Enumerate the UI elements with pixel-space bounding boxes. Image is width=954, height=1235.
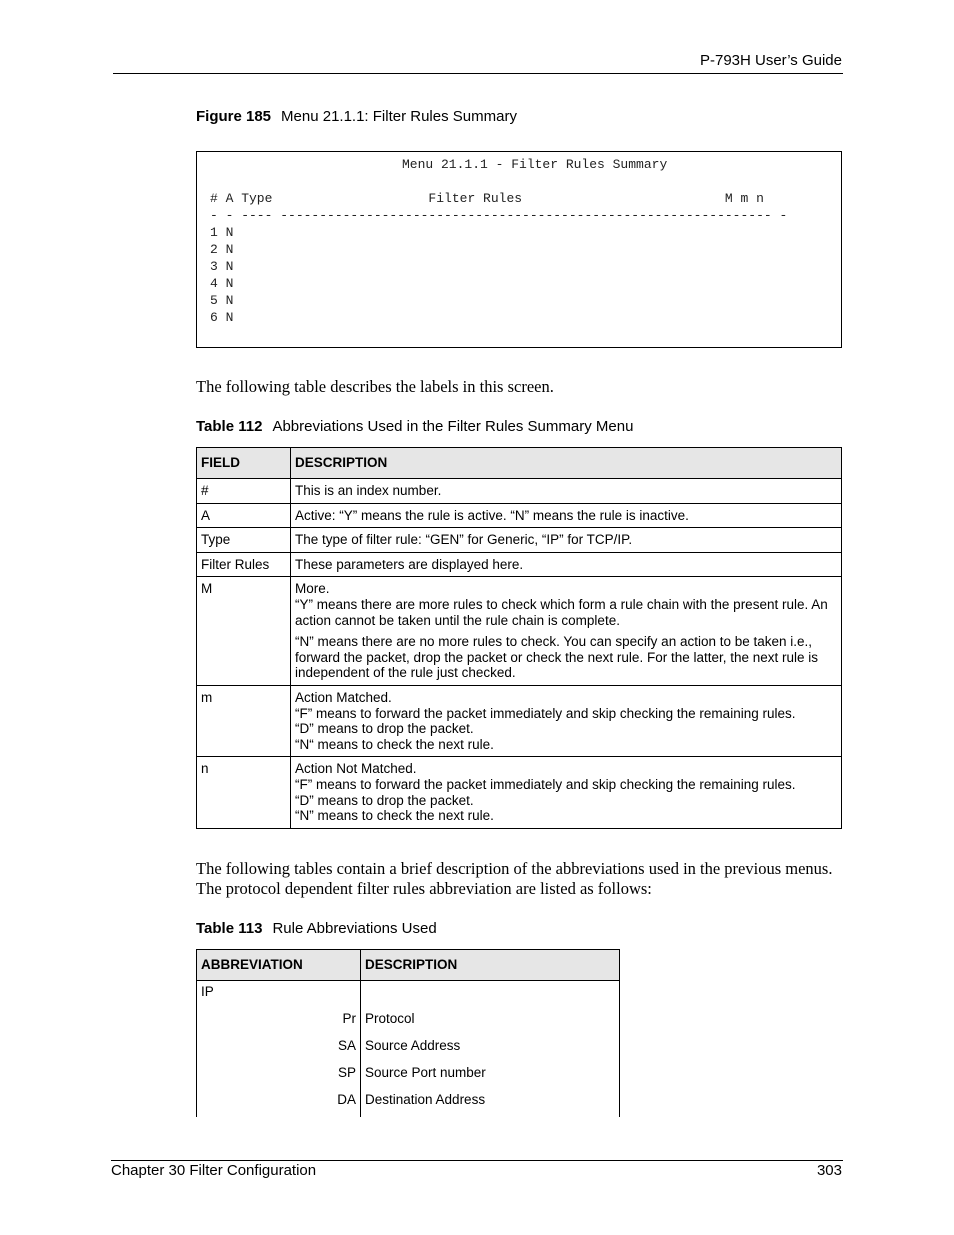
- abbreviations-paragraph: The following tables contain a brief description of the abbreviations used in the previous menus. The protocol dependent filter rules abbreviation are listed as follows:: [196, 859, 833, 898]
- table-112-header-description: DESCRIPTION: [291, 448, 842, 479]
- table-row: [197, 577, 842, 686]
- page-number: 303: [816, 1162, 842, 1179]
- abbreviation-group: IP: [197, 981, 361, 1010]
- field-cell: Type: [197, 528, 291, 553]
- table-112: [196, 447, 842, 829]
- table-row: [197, 528, 842, 553]
- description-cell: [291, 552, 842, 577]
- description-paragraph: These parameters are displayed here.: [295, 556, 524, 572]
- field-cell: A: [197, 503, 291, 528]
- description-paragraph: Action Not Matched. “F” means to forward the packet immediately and skip checking the remaining rules. “D” means to drop the packet. “N” means to check the next rule.: [295, 761, 796, 824]
- table-112-header-field: FIELD: [197, 448, 291, 479]
- abbreviation-cell: SA: [197, 1036, 361, 1063]
- description-cell: [291, 479, 842, 504]
- table-112-label: Table 112: [196, 418, 263, 435]
- menu-row: 6 N: [210, 310, 234, 325]
- table-113: [196, 949, 620, 1117]
- table-113-header-abbreviation: ABBREVIATION: [197, 950, 361, 981]
- table-row: [197, 1063, 620, 1090]
- description-cell: [291, 757, 842, 828]
- description-paragraph: This is an index number.: [295, 483, 442, 498]
- description-paragraph: “N” means there are no more rules to check. You can specify an action to be taken i.e., forward the packet, drop the packet or check the next rule. For the latter, the next rule is independent of the rule just checked.: [295, 634, 819, 681]
- figure-title: Menu 21.1.1: Filter Rules Summary: [281, 108, 517, 125]
- header-divider: [113, 73, 843, 74]
- field-cell: M: [197, 577, 291, 686]
- description-paragraph: More. “Y” means there are more rules to check which form a rule chain with the present rule. An action cannot be taken until the rule chain is complete.: [295, 581, 828, 628]
- table-row: [197, 552, 842, 577]
- abbreviation-cell: Pr: [197, 1009, 361, 1036]
- field-cell: n: [197, 757, 291, 828]
- description-paragraph: Active: “Y” means the rule is active. “N” means the rule is inactive.: [295, 507, 689, 523]
- menu-row: 1 N: [210, 225, 234, 240]
- field-cell: Filter Rules: [197, 552, 291, 577]
- table-113-caption: [196, 920, 437, 937]
- description-cell: [291, 503, 842, 528]
- table-row: [197, 685, 842, 756]
- figure-label: Figure 185: [196, 108, 272, 125]
- menu-row: 3 N: [210, 259, 234, 274]
- table-row: [197, 479, 842, 504]
- menu-row: 4 N: [210, 276, 234, 291]
- menu-row: 5 N: [210, 293, 234, 308]
- table-row: [197, 757, 842, 828]
- intro-paragraph: The following table describes the labels in this screen.: [196, 377, 554, 396]
- footer-chapter: Chapter 30 Filter Configuration: [111, 1162, 317, 1179]
- description-cell: [291, 528, 842, 553]
- table-row: [197, 1036, 620, 1063]
- abbreviation-cell: SP: [197, 1063, 361, 1090]
- field-cell: m: [197, 685, 291, 756]
- menu-title: Menu 21.1.1 - Filter Rules Summary: [402, 157, 668, 172]
- description-paragraph: Action Matched. “F” means to forward the packet immediately and skip checking the remaining rules. “D” means to drop the packet. “N“ means to check the next rule.: [295, 689, 796, 752]
- running-header: P-793H User’s Guide: [699, 52, 842, 69]
- table-113-header-description: DESCRIPTION: [361, 950, 620, 981]
- table-row: [197, 1090, 620, 1117]
- abbreviation-description-cell: Source Port number: [361, 1063, 620, 1090]
- description-paragraph: The type of filter rule: “GEN” for Generic, “IP” for TCP/IP.: [295, 532, 633, 548]
- abbreviation-description-cell: Source Address: [361, 1036, 620, 1063]
- table-113-label: Table 113: [196, 920, 263, 937]
- table-112-caption: [196, 418, 633, 435]
- description-cell: [291, 577, 842, 686]
- menu-row: 2 N: [210, 242, 234, 257]
- abbreviation-description-cell: Protocol: [361, 1009, 620, 1036]
- field-cell: #: [197, 479, 291, 504]
- abbreviation-cell: DA: [197, 1090, 361, 1117]
- table-row: [197, 981, 620, 1010]
- abbreviation-description-cell: Destination Address: [361, 1090, 620, 1117]
- menu-column-header: # A Type Filter Rules M m n: [210, 191, 764, 206]
- table-112-title: Abbreviations Used in the Filter Rules Summary Menu: [272, 418, 634, 435]
- table-row: [197, 1009, 620, 1036]
- menu-screen: [196, 151, 842, 348]
- description-cell: [291, 685, 842, 756]
- table-row: [197, 503, 842, 528]
- footer-divider: [111, 1160, 843, 1161]
- menu-column-rule: - - ---- --------------------------------------------------------------- -: [210, 208, 788, 223]
- table-113-title: Rule Abbreviations Used: [272, 920, 437, 937]
- figure-caption: [196, 108, 517, 125]
